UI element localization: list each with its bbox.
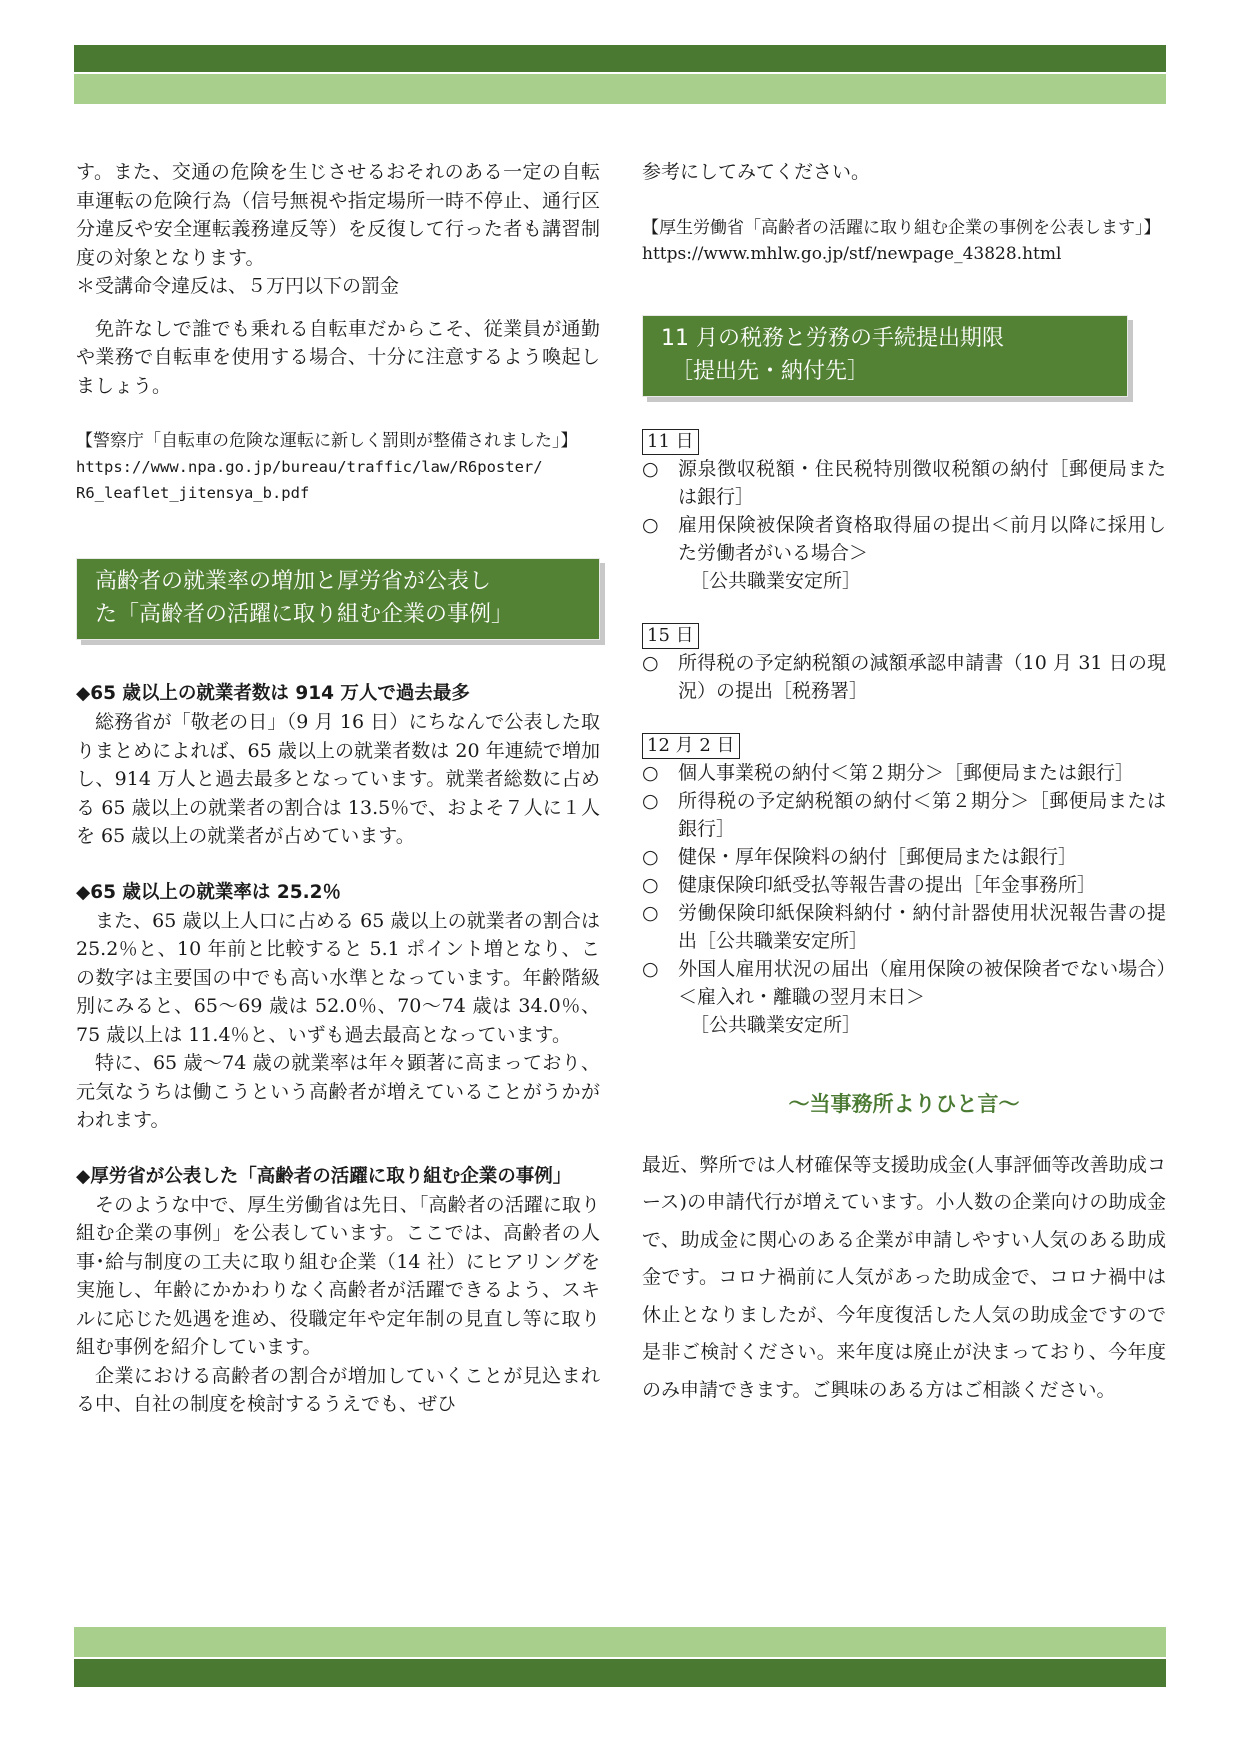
bicycle-intro-paragraph: す。また、交通の危険を生じさせるおそれのある一定の自転車運転の危険行為（信号無視や指定場所一時不停止、通行区分違反や安全運転義務違反等）を反復して行った者も講習制度の対象となります。 — [76, 161, 600, 269]
npa-reference-url[interactable] — [76, 454, 600, 506]
elderly-employment-section-heading — [76, 558, 600, 640]
header-band-light — [74, 74, 1166, 104]
mhlw-cases-paragraph: そのような中で、厚生労働省は先日、「高齢者の活躍に取り組む企業の事例」を公表しています。ここでは、高齢者の人事･給与制度の工夫に取り組む企業（14 社）にヒアリングを実施し、年齢にかかわりなく高齢者が活躍できるよう、スキルに応じた処遇を進め、役職定年や定年制の見直し等に取り組む事例を紹介しています。 — [76, 1193, 600, 1358]
right-column — [642, 158, 1166, 1409]
npa-url-line1[interactable]: https://www.npa.go.jp/bureau/traffic/law/R6poster/ — [76, 458, 543, 476]
circle-marker-icon: ○ — [642, 651, 659, 674]
date-tag-11: 11 日 — [642, 429, 699, 455]
list-item: ○ 健康保険印紙受払等報告書の提出［年金事務所］ — [642, 871, 1166, 899]
subheading-employment-rate: ◆65 歳以上の就業率は 25.2％ — [76, 881, 341, 903]
list-item: ○ 個人事業税の納付＜第２期分＞［郵便局または銀行］ — [642, 759, 1166, 787]
footer-band-light — [74, 1627, 1166, 1657]
left-column — [76, 158, 600, 1419]
date-tag-dec-2: 12 月 2 日 — [642, 733, 740, 759]
circle-marker-icon: ○ — [642, 761, 659, 784]
deadlines-section-heading — [642, 315, 1128, 397]
penalty-note: ＊受講命令違反は、５万円以下の罰金 — [76, 275, 400, 297]
footer-band-dark — [74, 1659, 1166, 1687]
continued-text: 参考にしてみてください。 — [642, 161, 871, 183]
deadline-list-dec-2 — [642, 759, 1166, 1039]
employed-count-paragraph: 総務省が「敬老の日」（9 月 16 日）にちなんで公表した取りまとめによれば、65 歳以上の就業者数は 20 年連続で増加し、914 万人と過去最多となっています。就業者総数に占める 65 歳以上の就業者の割合は 13.5％で、およそ７人に１人を 65 歳以上の就業者が占めています。 — [76, 711, 600, 847]
submission-office-note: ［公共職業安定所］ — [690, 1013, 862, 1036]
mhlw-reference-title: 【厚生労働省「高齢者の活躍に取り組む企業の事例を公表します」】 — [642, 217, 1161, 238]
circle-marker-icon: ○ — [642, 845, 659, 868]
list-item: ○ 労働保険印紙保険料納付・納付計器使用状況報告書の提出［公共職業安定所］ — [642, 899, 1166, 955]
circle-marker-icon: ○ — [642, 513, 659, 536]
section-heading-line2: た「高齢者の活躍に取り組む企業の事例」 — [95, 602, 514, 627]
circle-marker-icon: ○ — [642, 457, 659, 480]
bicycle-warning-paragraph: 免許なしで誰でも乗れる自転車だからこそ、従業員が通勤や業務で自転車を使用する場合、十分に注意するよう喚起しましょう。 — [76, 317, 600, 397]
deadlines-heading-line1: 11 月の税務と労務の手続提出期限 — [661, 325, 1004, 351]
deadlines-heading-line2: ［提出先・納付先］ — [671, 358, 870, 384]
list-item: ○ 所得税の予定納税額の減額承認申請書（10 月 31 日の現況）の提出［税務署］ — [642, 649, 1166, 705]
deadline-list-15 — [642, 649, 1166, 705]
subheading-mhlw-cases: ◆厚労省が公表した「高齢者の活躍に取り組む企業の事例」 — [76, 1165, 572, 1187]
office-message-title: ～当事務所よりひと言～ — [788, 1091, 1020, 1116]
office-message-text: 最近、弊所では人材確保等支援助成金(人事評価等改善助成コース)の申請代行が増えています。小人数の企業向けの助成金で、助成金に関心のある企業が申請しやすい人気のある助成金です。コロナ禍前に人気があった助成金で、コロナ禍中は休止となりましたが、今年度復活した人気の助成金ですので是非ご検討ください。来年度は廃止が決まっており、今年度のみ申請できます。ご興味のある方はご相談ください。 — [642, 1153, 1166, 1401]
circle-marker-icon: ○ — [642, 789, 659, 812]
submission-office-note: ［公共職業安定所］ — [690, 569, 862, 592]
npa-reference-title: 【警察庁「自転車の危険な運転に新しく罰則が整備されました」】 — [76, 431, 578, 451]
list-item: ○ 健保・厚年保険料の納付［郵便局または銀行］ — [642, 843, 1166, 871]
deadline-list-11 — [642, 455, 1166, 595]
circle-marker-icon: ○ — [642, 873, 659, 896]
date-tag-15: 15 日 — [642, 623, 699, 649]
list-item: ○ 源泉徴収税額・住民税特別徴収税額の納付［郵便局または銀行］ — [642, 455, 1166, 511]
employment-rate-paragraph: また、65 歳以上人口に占める 65 歳以上の就業者の割合は 25.2％と、10 年前と比較すると 5.1 ポイント増となり、この数字は主要国の中でも高い水準となっています。年齢階級別にみると、65～69 歳は 52.0％、70～74 歳は 34.0％、75 歳以上は 11.4％と、いずも過去最高となっています。 — [76, 909, 600, 1046]
mhlw-reference-url[interactable]: https://www.mhlw.go.jp/stf/newpage_43828.html — [642, 243, 1062, 264]
employment-trend-paragraph: 特に、65 歳～74 歳の就業率は年々顕著に高まっており、元気なうちは働こうという高齢者が増えていることがうかがわれます。 — [76, 1052, 600, 1131]
section-heading-line1: 高齢者の就業率の増加と厚労省が公表し — [95, 569, 492, 594]
list-item: ○ 所得税の予定納税額の納付＜第２期分＞［郵便局または銀行］ — [642, 787, 1166, 843]
npa-url-line2[interactable]: R6_leaflet_jitensya_b.pdf — [76, 484, 310, 502]
company-system-paragraph: 企業における高齢者の割合が増加していくことが見込まれる中、自社の制度を検討するうえでも、ぜひ — [76, 1364, 600, 1415]
circle-marker-icon: ○ — [642, 901, 659, 924]
list-item: ○ 外国人雇用状況の届出（雇用保険の被保険者でない場合）＜雇入れ・離職の翌月末日＞ — [642, 955, 1166, 1011]
subheading-employed-count: ◆65 歳以上の就業者数は 914 万人で過去最多 — [76, 683, 470, 704]
header-band-dark — [74, 45, 1166, 72]
list-item: ○ 雇用保険被保険者資格取得届の提出＜前月以降に採用した労働者がいる場合＞ — [642, 511, 1166, 567]
circle-marker-icon: ○ — [642, 957, 659, 980]
